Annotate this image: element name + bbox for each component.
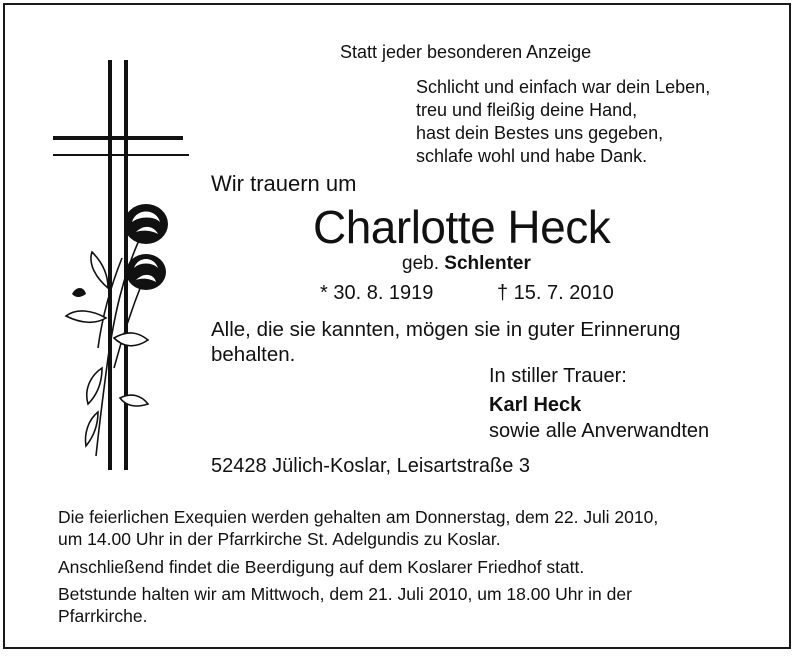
mourner-name: Karl Heck <box>489 394 582 416</box>
maiden-name-line <box>402 253 531 275</box>
poem-line: schlafe wohl und habe Dank. <box>416 146 648 166</box>
mourners-others: sowie alle Anverwandten <box>489 420 710 442</box>
maiden-name: Schlenter <box>444 253 531 274</box>
burial-info: Anschließend findet die Beerdigung auf dem Koslarer Friedhof statt. <box>58 557 585 577</box>
prayer-line: Pfarrkirche. <box>58 606 148 626</box>
deceased-name: Charlotte Heck <box>313 201 611 253</box>
address: 52428 Jülich-Koslar, Leisartstraße 3 <box>211 455 531 477</box>
notice-header: Statt jeder besonderen Anzeige <box>340 42 592 62</box>
rose-icon <box>62 198 182 460</box>
birth-date: * 30. 8. 1919 <box>320 282 434 304</box>
intro-text: Wir trauern um <box>211 171 357 196</box>
poem-line: hast dein Bestes uns gegeben, <box>416 123 664 143</box>
poem <box>416 76 710 168</box>
exequies-line: Die feierlichen Exequien werden gehalten am Donnerstag, dem 22. Juli 2010, <box>58 507 659 527</box>
exequies-line: um 14.00 Uhr in der Pfarrkirche St. Adelgundis zu Koslar. <box>58 529 501 549</box>
prayer-line: Betstunde halten wir am Mittwoch, dem 21. Juli 2010, um 18.00 Uhr in der <box>58 584 632 604</box>
mourners-heading: In stiller Trauer: <box>489 365 627 387</box>
poem-line: treu und fleißig deine Hand, <box>416 100 638 120</box>
memory-line: Alle, die sie kannten, mögen sie in guter Erinnerung <box>211 318 681 341</box>
poem-line: Schlicht und einfach war dein Leben, <box>416 77 711 97</box>
death-date: † 15. 7. 2010 <box>497 282 614 304</box>
memory-line: behalten. <box>211 343 296 366</box>
maiden-prefix: geb. <box>402 253 439 274</box>
